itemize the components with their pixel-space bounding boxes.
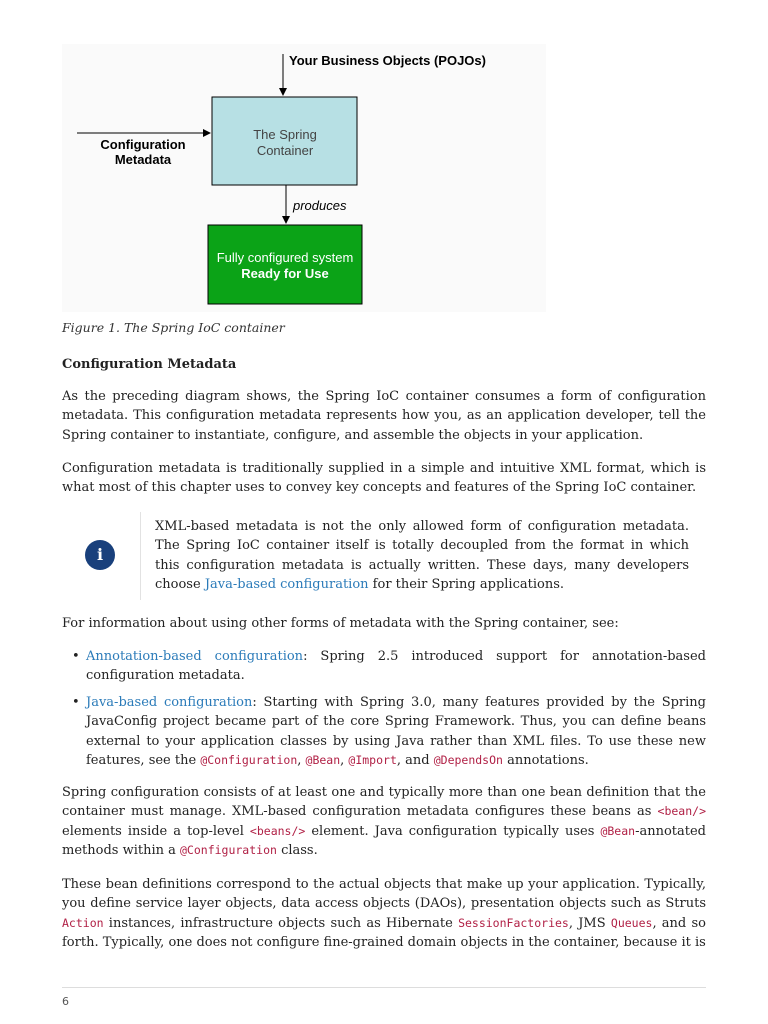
code-action: Action: [62, 915, 104, 930]
text-run: , JMS: [568, 915, 611, 931]
note-text-after: for their Spring applications.: [368, 577, 565, 593]
note-admonition: [62, 512, 706, 600]
metadata-forms-list: [62, 647, 706, 770]
bullet-marker: •: [72, 649, 80, 664]
info-icon: i: [85, 540, 115, 570]
list-item-text: : Starting with Spring 3.0, many features provided by the Spring JavaConfig project became part of the core Spring Framework. Thus, you can define beans external to your application classes by using Java rather than XML files. To use these new features, see the: [86, 694, 706, 769]
separator: ,: [340, 753, 349, 769]
text-run: , and so forth. Typically, one does not configure fine-grained domain objects in the container, because it is: [62, 915, 706, 951]
separator: , and: [396, 753, 434, 769]
section-title: Configuration Metadata: [62, 357, 237, 372]
paragraph-bean-definitions: [62, 783, 706, 861]
text-run: Spring configuration consists of at least one and typically more than one bean definition that the container must manage. XML-based configuration metadata configures these beans as: [62, 785, 706, 820]
java-based-config-link-2[interactable]: Java-based configuration: [86, 694, 253, 710]
list-item-text: : Spring 2.5 introduced support for annotation-based configuration metadata.: [86, 649, 706, 684]
page-number: 6: [62, 995, 69, 1008]
footer-divider: [62, 987, 706, 988]
bullet-marker: •: [72, 694, 80, 710]
text-run: -annotated methods within a: [62, 823, 706, 859]
ready-for-use-line2: Ready for Use: [241, 266, 329, 281]
code-dependson: @DependsOn: [433, 753, 503, 768]
business-objects-label: Your Business Objects (POJOs): [289, 53, 486, 68]
list-item-end: annotations.: [502, 753, 589, 769]
code-bean: @Bean: [305, 753, 341, 768]
paragraph-actual-objects: [62, 875, 706, 953]
config-metadata-label-line2: Metadata: [114, 152, 172, 167]
text-run: instances, infrastructure objects such as Hibernate: [103, 915, 459, 931]
note-text: [155, 517, 689, 595]
figure-caption: Figure 1. The Spring IoC container: [62, 320, 285, 335]
text-run: elements inside a top-level: [62, 823, 250, 839]
spring-container-line2: Container: [256, 143, 314, 158]
code-queues: Queues: [610, 915, 653, 930]
produces-label: produces: [293, 198, 347, 213]
text-run: element. Java configuration typically uses: [305, 823, 601, 839]
annotation-based-config-link[interactable]: Annotation-based configuration: [86, 649, 304, 664]
paragraph-xml-format: Configuration metadata is traditionally supplied in a simple and intuitive XML format, which is what most of this chapter uses to convey key concepts and features of the Spring IoC container.: [62, 461, 706, 496]
list-item: [62, 647, 706, 686]
note-text-before: XML-based metadata is not the only allowed form of configuration metadata. The Spring IoC container itself is totally decoupled from the format in which this configuration metadata is actually written. These days, many developers choose: [155, 519, 689, 593]
code-import: @Import: [348, 753, 397, 768]
separator: ,: [297, 753, 306, 769]
code-configuration-annotation: @Configuration: [180, 843, 277, 858]
code-bean-annotation: @Bean: [600, 823, 636, 838]
text-run: These bean definitions correspond to the actual objects that make up your application. Typically, you define service layer objects, data access objects (DAOs), presentation objects such as Struts: [62, 877, 706, 912]
java-based-config-link[interactable]: Java-based configuration: [204, 577, 369, 593]
paragraph-intro: As the preceding diagram shows, the Spring IoC container consumes a form of configuration metadata. This configuration metadata represents how you, as an application developer, tell the Spring container to instantiate, configure, and assemble the objects in your application.: [62, 389, 706, 443]
spring-ioc-diagram: [62, 44, 546, 312]
code-configuration: @Configuration: [200, 753, 298, 768]
code-sessionfactories: SessionFactories: [458, 915, 569, 930]
text-run: class.: [276, 843, 318, 859]
fully-configured-line1: Fully configured system: [216, 250, 354, 265]
code-bean-element: <bean/>: [657, 804, 706, 819]
config-metadata-label-line1: Configuration: [100, 137, 186, 152]
code-beans-element: <beans/>: [249, 823, 306, 838]
paragraph-other-forms: For information about using other forms of metadata with the Spring container, see:: [62, 616, 619, 631]
spring-container-line1: The Spring: [253, 127, 317, 142]
list-item: [62, 693, 706, 771]
note-divider: [140, 512, 141, 600]
